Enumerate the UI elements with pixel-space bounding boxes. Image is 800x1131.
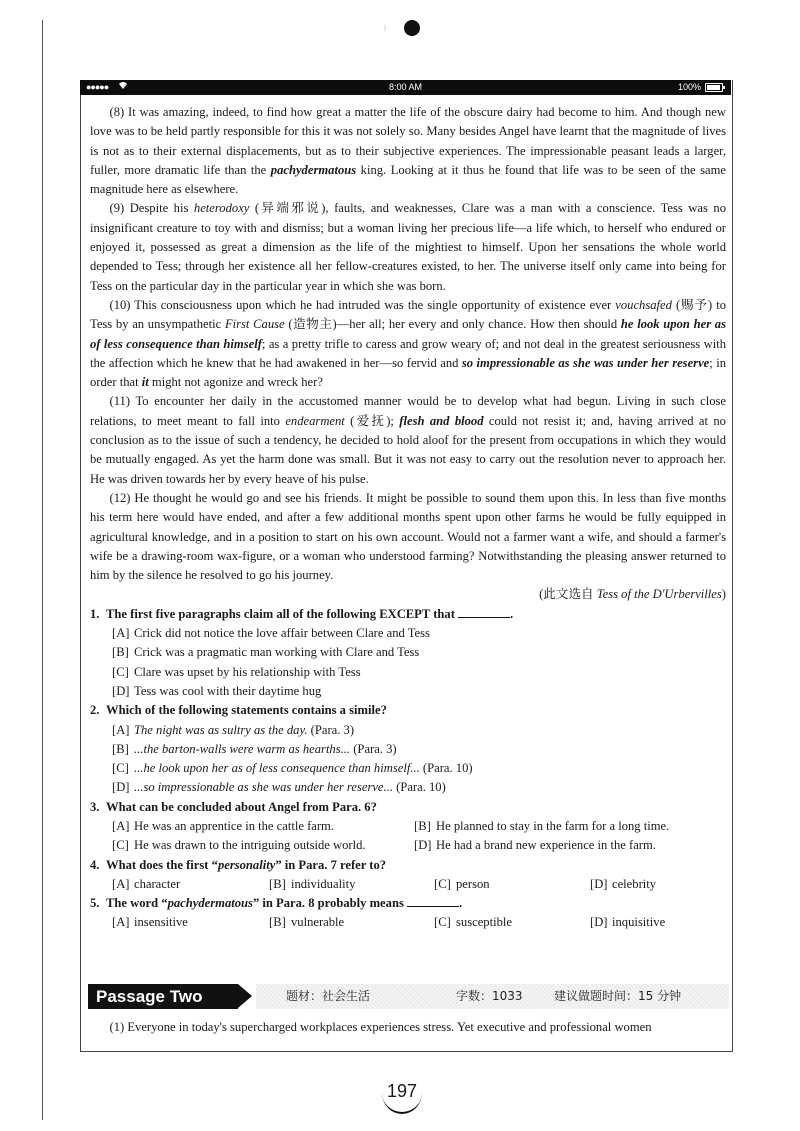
- option-text: He was drawn to the intriguing outside world.: [134, 838, 366, 853]
- paragraph: (11) To encounter her daily in the accustomed manner would be to develop what had begun. Living in such close relations, to meet meant to fall into endearment (爱抚); flesh and blood could not resist it; and, having arrived at no conclusion as to the issue of such a tendency, he decided to hold aloof for the present from occupations in which they would be mutually engaged. As yet the harm done was small. But it was not easy to carry out the resolution never to approach her. He was driven towards her by every heave of his pulse.: [90, 394, 726, 486]
- option-row: [112, 913, 726, 932]
- status-bar: [80, 80, 731, 95]
- option-text: insensitive: [134, 915, 188, 930]
- question: [90, 894, 726, 933]
- answer-option[interactable]: [112, 723, 354, 737]
- question-stem: 1. The first five paragraphs claim all of the following EXCEPT that .: [90, 605, 726, 624]
- answer-option[interactable]: [590, 913, 665, 932]
- question: [90, 798, 726, 856]
- question-number: 5.: [90, 896, 100, 911]
- answer-blank: [458, 607, 510, 618]
- question: [90, 701, 726, 797]
- option-reference: (Para. 3): [350, 741, 397, 756]
- answer-option[interactable]: [112, 645, 419, 659]
- italic-term: vouchsafed: [615, 297, 672, 312]
- option-text: He was an apprentice in the cattle farm.: [134, 818, 335, 833]
- option-label: [D]: [590, 915, 608, 930]
- question-number: 3.: [90, 799, 100, 814]
- option-row: [112, 624, 726, 643]
- paragraph: (12) He thought he would go and see his friends. It might be possible to sound them upon this. In less than five months his term here would have ended, and after a few additional months spent upon other farms he would be fully equipped in agricultural knowledge, and in a position to start on his own account. Would not a farmer want a wife, and should a farmer's wife be a drawing-room wax-figure, or a woman who understood farming? Notwithstanding the pleasing answer returned to him by the silence he resolved to go his journey.: [90, 490, 726, 583]
- question-stem: 5. The word “pachydermatous” in Para. 8 probably means .: [90, 894, 726, 913]
- paragraph: (10) This consciousness upon which he had intruded was the single opportunity of existence ever vouchsafed (赐予) to Tess by an unsympathetic First Cause (造物主)—her all; her every and only chance. How then should he look upon her as of less consequence than himself; as a pretty trifle to caress and grow weary of; and not deal in the greatest seriousness with the affection which he knew that he had awakened in her—so fervid and so impressionable as she was under her reserve; in order that it might not agonize and wreck her?: [90, 297, 727, 390]
- option-label: [B]: [414, 818, 431, 833]
- option-text: individuality: [291, 876, 356, 891]
- answer-option[interactable]: [112, 684, 321, 698]
- passage-one-content: [90, 103, 726, 933]
- answer-option[interactable]: [414, 836, 716, 855]
- option-row: [112, 817, 726, 836]
- option-row: [112, 643, 726, 662]
- option-row: [112, 740, 726, 759]
- scan-mark: ⁞: [384, 24, 387, 33]
- paragraph: (9) Despite his heterodoxy (异端邪说), faults, and weaknesses, Clare was a man with a conscience. Tess was no insignificant creature to toy with and dismiss; but a woman living her precious life—a life which, to herself who endured or enjoyed it, possessed as great a dimension as the life of the mightiest to himself. Upon her sensations the whole world depended to Tess; through her existence all her fellow-creatures existed, to her. The universe itself only came into being for Tess on the particular day in the particular year in which she was born.: [90, 201, 726, 293]
- emphasized-phrase: he look upon her as of less consequence than himself: [90, 317, 726, 351]
- option-reference: (Para. 10): [419, 761, 473, 776]
- paragraph-number: (12): [109, 490, 131, 505]
- option-text: Tess was cool with their daytime hug: [134, 683, 322, 698]
- answer-option[interactable]: [590, 875, 656, 894]
- passage-two-tag: Passage Two: [88, 984, 238, 1009]
- answer-option[interactable]: [112, 761, 473, 775]
- answer-option[interactable]: [112, 817, 414, 836]
- option-row: [112, 759, 726, 778]
- option-label: [A]: [112, 818, 130, 833]
- question-number: 4.: [90, 857, 100, 872]
- option-row: [112, 663, 726, 682]
- option-label: [A]: [112, 722, 130, 737]
- passage-topic: 题材：社会生活: [286, 989, 371, 1003]
- emphasized-phrase: it: [141, 375, 149, 390]
- option-label: [C]: [434, 915, 451, 930]
- answer-option[interactable]: [112, 913, 269, 932]
- emphasized-phrase: so impressionable as she was under her reserve: [461, 355, 710, 370]
- passage-suggested-time: 建议做题时间：15 分钟: [554, 989, 682, 1003]
- answer-option[interactable]: [112, 742, 397, 756]
- option-reference: (Para. 10): [392, 780, 446, 795]
- italic-term: endearment: [285, 413, 345, 428]
- option-text: ...so impressionable as she was under her reserve...: [134, 780, 393, 795]
- option-label: [A]: [112, 626, 130, 641]
- option-text: susceptible: [456, 915, 512, 930]
- italic-term: personality: [217, 857, 276, 872]
- paragraph-number: (10): [109, 297, 131, 312]
- page-number: 197: [382, 1072, 422, 1114]
- option-label: [D]: [112, 780, 130, 795]
- source-citation: (此文选自 Tess of the D'Urbervilles): [539, 587, 726, 602]
- question-stem: 3. What can be concluded about Angel from Para. 6?: [90, 798, 726, 817]
- option-text: inquisitive: [612, 915, 666, 930]
- option-text: character: [134, 876, 181, 891]
- option-label: [C]: [112, 761, 129, 776]
- question-list: [90, 605, 726, 933]
- option-label: [D]: [590, 876, 608, 891]
- answer-option[interactable]: [112, 780, 446, 794]
- question-number: 1.: [90, 606, 100, 621]
- option-label: [C]: [112, 664, 129, 679]
- paragraph-number: (8): [109, 105, 125, 119]
- answer-option[interactable]: [269, 875, 434, 894]
- emphasized-phrase: pachydermatous: [270, 162, 357, 177]
- camera-dot-icon: [404, 20, 420, 36]
- answer-option[interactable]: [112, 665, 361, 679]
- question-stem: 2. Which of the following statements contains a simile?: [90, 701, 726, 720]
- answer-option[interactable]: [112, 836, 414, 855]
- question: [90, 856, 726, 895]
- passage-two-meta: [256, 984, 729, 1009]
- source-title: Tess of the D'Urbervilles: [596, 587, 722, 602]
- passage-word-count: 字数：1033: [456, 989, 523, 1003]
- question-stem: 4. What does the first “personality” in Para. 7 refer to?: [90, 856, 726, 875]
- option-text: He had a brand new experience in the farm.: [436, 838, 656, 853]
- question: [90, 605, 726, 701]
- option-text: vulnerable: [291, 915, 345, 930]
- option-row: [112, 778, 726, 797]
- italic-term: First Cause: [224, 317, 285, 332]
- binding-margin-rule: [42, 20, 43, 1120]
- option-label: [D]: [414, 838, 432, 853]
- option-text: ...the barton-walls were warm as hearths...: [134, 741, 351, 756]
- option-reference: (Para. 3): [307, 722, 355, 737]
- italic-term: pachydermatous: [167, 896, 253, 911]
- passage-two-first-paragraph: (1) Everyone in today's supercharged workplaces experiences stress. Yet executive and professional women: [109, 1020, 652, 1034]
- paragraph-number: (11): [109, 394, 131, 409]
- passage-paragraphs: [90, 103, 726, 585]
- option-row: [112, 875, 726, 894]
- battery-percentage: 100%: [677, 82, 701, 92]
- status-time: 8:00 AM: [388, 82, 423, 92]
- passage-two-banner: [84, 984, 729, 1009]
- option-label: [C]: [112, 838, 129, 853]
- option-text: ...he look upon her as of less consequence than himself...: [134, 761, 420, 776]
- paragraph-number: (9): [109, 201, 125, 216]
- option-label: [B]: [269, 915, 286, 930]
- option-text: The night was as sultry as the day.: [134, 722, 308, 737]
- option-label: [B]: [269, 876, 286, 891]
- option-text: Clare was upset by his relationship with Tess: [134, 664, 361, 679]
- answer-option[interactable]: [414, 817, 716, 836]
- battery-icon: [705, 83, 723, 92]
- answer-option[interactable]: [434, 913, 590, 932]
- question-number: 2.: [90, 703, 100, 718]
- option-row: [112, 682, 726, 701]
- option-label: [B]: [112, 645, 129, 660]
- answer-blank: [407, 896, 459, 907]
- answer-option[interactable]: [269, 913, 434, 932]
- option-label: [A]: [112, 915, 130, 930]
- signal-strength-icon: ●●●●●: [86, 82, 109, 92]
- option-text: Crick was a pragmatic man working with Clare and Tess: [134, 645, 420, 660]
- option-row: [112, 721, 726, 740]
- paragraph: (8) It was amazing, indeed, to find how great a matter the life of the obscure dairy had become to him. And though new love was to be held partly responsible for this it was not solely so. Many besides Angel have learnt that the magnitude of lives is not as to their external displacements, but as to their subjective experiences. The impressionable peasant leads a larger, fuller, more dramatic life than the pachydermatous king. Looking at it thus he found that life was to be seen of the same magnitude here as elsewhere.: [90, 105, 726, 197]
- option-text: He planned to stay in the farm for a long time.: [436, 818, 670, 833]
- option-row: [112, 836, 726, 855]
- option-label: [D]: [112, 683, 130, 698]
- option-text: person: [456, 876, 490, 891]
- answer-option[interactable]: [112, 875, 269, 894]
- emphasized-phrase: flesh and blood: [399, 413, 484, 428]
- answer-option[interactable]: [434, 875, 590, 894]
- option-label: [B]: [112, 741, 129, 756]
- option-text: Crick did not notice the love affair between Clare and Tess: [134, 626, 430, 641]
- option-label: [C]: [434, 876, 451, 891]
- italic-term: heterodoxy: [193, 201, 250, 216]
- option-label: [A]: [112, 876, 130, 891]
- option-text: celebrity: [612, 876, 657, 891]
- answer-option[interactable]: [112, 626, 430, 640]
